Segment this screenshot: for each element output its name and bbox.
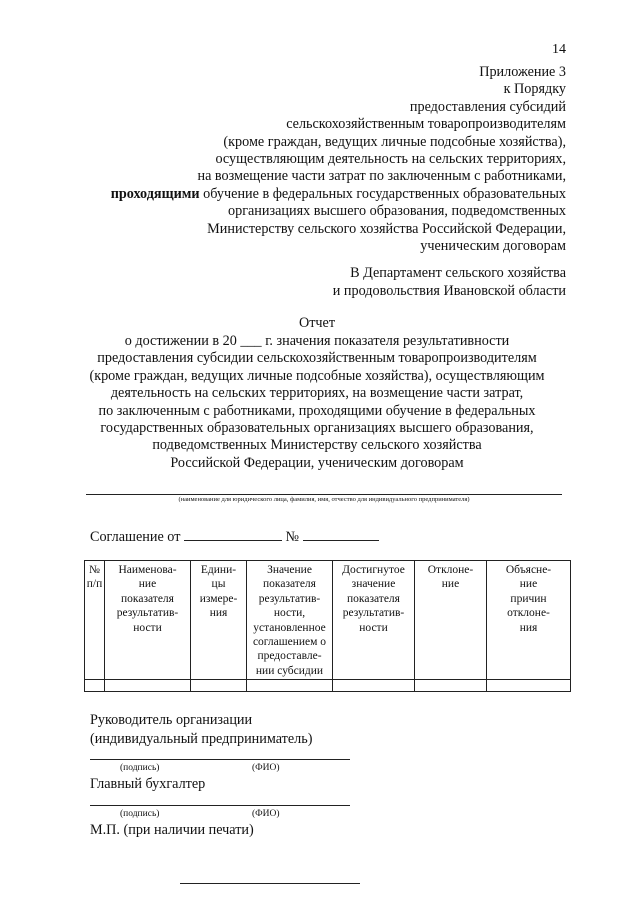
table-header-cell: Объясне- ние причин отклоне- ния xyxy=(487,561,571,680)
table-header-cell: Едини- цы измере- ния xyxy=(191,561,247,680)
table-header-row xyxy=(85,561,571,680)
report-line: о достижении в 20 ___ г. значения показателя результативности xyxy=(124,333,510,349)
appendix-line: к Порядку xyxy=(503,81,566,98)
report-title: Отчет xyxy=(298,315,336,331)
agreement-number-blank xyxy=(303,527,379,541)
appendix-line: Министерству сельского хозяйства Российской Федерации, xyxy=(207,220,566,237)
addressee xyxy=(333,265,566,300)
appendix-line: на возмещение части затрат по заключенным с работниками, xyxy=(197,168,566,185)
addressee-line: и продовольствия Ивановской области xyxy=(332,282,566,299)
appendix-line: ученическим договорам xyxy=(420,238,566,255)
table-cell xyxy=(333,680,415,692)
agreement-number-sign: № xyxy=(285,529,300,545)
accountant-sign-label: (подпись) xyxy=(120,809,160,819)
head-fio-label: (ФИО) xyxy=(252,763,280,773)
accountant-title: Главный бухгалтер xyxy=(90,776,206,792)
head-sign-label: (подпись) xyxy=(120,763,160,773)
table-cell xyxy=(415,680,487,692)
report-body xyxy=(64,333,570,472)
table-header-cell: № п/п xyxy=(85,561,105,680)
agreement-label: Соглашение от xyxy=(90,529,181,545)
appendix-line: предоставления субсидий xyxy=(409,98,566,115)
accountant-signature-line xyxy=(90,805,350,806)
table-cell xyxy=(487,680,571,692)
appendix-header xyxy=(111,64,566,255)
table-header-cell: Отклоне- ние xyxy=(415,561,487,680)
table-header-cell: Значение показателя результатив- ности, установленное соглашением о предоставле- нии субсидии xyxy=(247,561,333,680)
head-title: Руководитель организации xyxy=(90,712,253,728)
appendix-line: (кроме граждан, ведущих личные подсобные хозяйства), xyxy=(223,133,566,150)
name-caption: (наименование для юридического лица, фамилия, имя, отчество для индивидуального предпринимателя) xyxy=(178,496,470,503)
report-line: государственных образовательных организациях высшего образования, xyxy=(100,420,534,437)
table-row xyxy=(85,680,571,692)
report-line: подведомственных Министерству сельского хозяйства xyxy=(152,437,482,454)
addressee-line: В Департамент сельского хозяйства xyxy=(350,265,566,281)
report-table xyxy=(84,560,571,692)
report-line: по заключенным с работниками, проходящими обучение в федеральных xyxy=(98,402,536,419)
report-line: Российской Федерации, ученическим договорам xyxy=(170,454,464,471)
accountant-fio-label: (ФИО) xyxy=(252,809,280,819)
name-underline xyxy=(86,494,562,495)
appendix-line-bold xyxy=(111,186,566,203)
appendix-line: сельскохозяйственным товаропроизводителям xyxy=(286,116,566,133)
agreement-date-blank xyxy=(184,527,282,541)
table-header-cell: Достигнутое значение показателя результатив- ности xyxy=(333,561,415,680)
report-line: (кроме граждан, ведущих личные подсобные хозяйства), осуществляющим xyxy=(89,367,545,384)
footer-line xyxy=(180,883,360,884)
report-line: деятельность на сельских территориях, на возмещение части затрат, xyxy=(110,385,524,402)
appendix-line: Приложение 3 xyxy=(479,64,566,80)
table-cell xyxy=(85,680,105,692)
report-line: предоставления субсидии сельскохозяйственным товаропроизводителям xyxy=(97,350,537,367)
appendix-line: осуществляющим деятельность на сельских территориях, xyxy=(215,151,566,168)
table-cell xyxy=(247,680,333,692)
seal-note: М.П. (при наличии печати) xyxy=(90,822,254,838)
head-signature-line xyxy=(90,759,350,760)
head-subtitle: (индивидуальный предприниматель) xyxy=(90,731,313,747)
page-number: 14 xyxy=(552,42,566,57)
table-cell xyxy=(105,680,191,692)
appendix-line-rest: обучение в федеральных государственных образовательных xyxy=(199,185,566,202)
appendix-line: организациях высшего образования, подведомственных xyxy=(228,203,566,220)
bold-word: проходящими xyxy=(110,185,200,202)
table-header-cell: Наименова- ние показателя результатив- ности xyxy=(105,561,191,680)
agreement-line xyxy=(90,527,379,546)
table-cell xyxy=(191,680,247,692)
